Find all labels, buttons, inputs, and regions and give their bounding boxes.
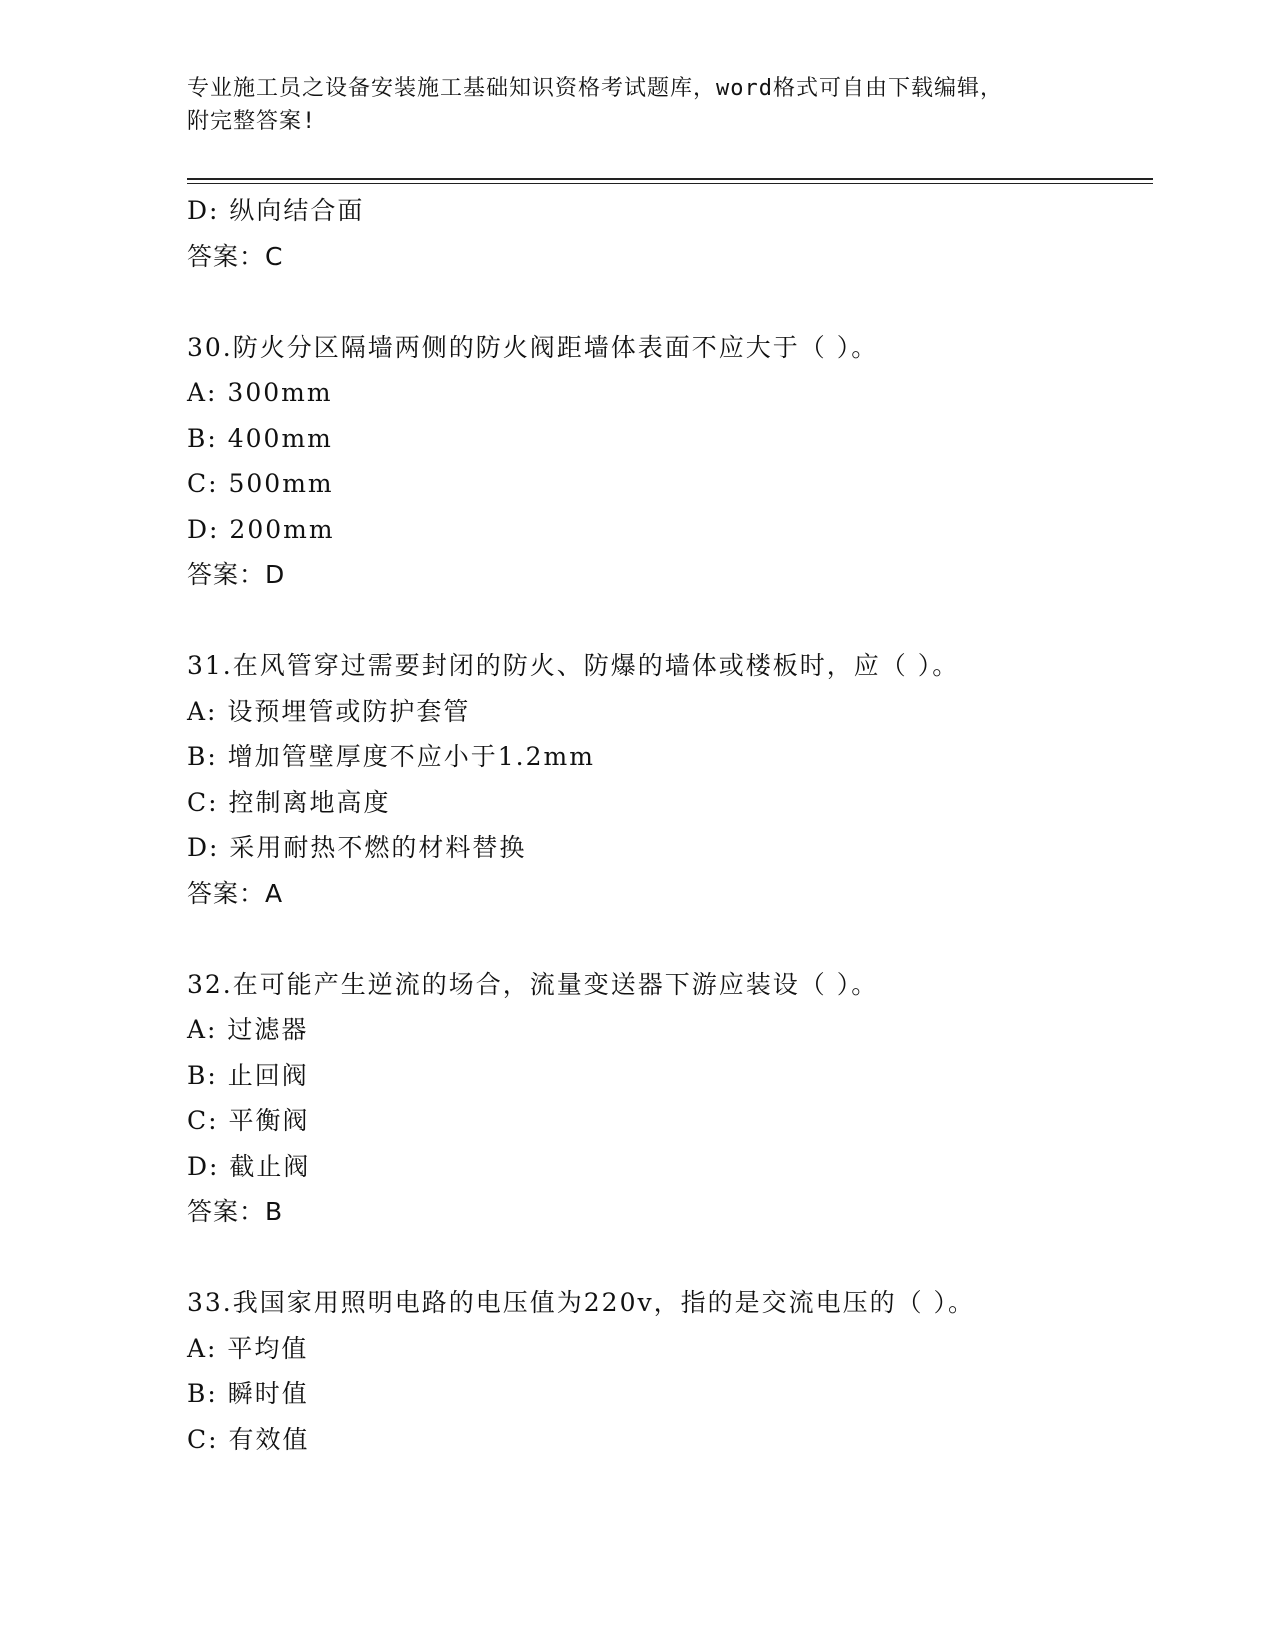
header-divider-thick xyxy=(187,178,1153,180)
option-d: D: 200mm xyxy=(187,514,335,544)
spacer xyxy=(187,1235,1153,1281)
spacer xyxy=(187,916,1153,962)
option-c: C: 500mm xyxy=(187,469,334,498)
answer: 答案：D xyxy=(187,560,286,589)
answer: 答案：C xyxy=(187,241,284,271)
question-30 xyxy=(187,325,1153,598)
option-a: A: 设预埋管或防护套管 xyxy=(187,696,471,726)
header-divider-thin xyxy=(187,183,1153,184)
question-33 xyxy=(187,1280,1153,1462)
option-d: D: 采用耐热不燃的材料替换 xyxy=(187,833,527,862)
option-b: B: 增加管壁厚度不应小于1.2mm xyxy=(187,742,595,771)
document-body xyxy=(187,188,1153,1462)
option-c: C: 控制离地高度 xyxy=(187,787,391,817)
option-a: A: 过滤器 xyxy=(187,1015,309,1044)
option-d: D: 纵向结合面 xyxy=(187,196,365,225)
spacer xyxy=(187,279,1153,325)
option-d: D: 截止阀 xyxy=(187,1151,311,1181)
header-line-1: 专业施工员之设备安装施工基础知识资格考试题库，word格式可自由下载编辑， xyxy=(187,76,1003,101)
answer: 答案：A xyxy=(187,878,284,908)
document-header xyxy=(187,72,1067,138)
option-a: A: 平均值 xyxy=(187,1333,309,1363)
question-31 xyxy=(187,643,1153,916)
question-stem: 32.在可能产生逆流的场合，流量变送器下游应装设（ ）。 xyxy=(187,969,879,999)
question-stem: 31.在风管穿过需要封闭的防火、防爆的墙体或楼板时，应（ ）。 xyxy=(187,651,960,680)
option-b: B: 止回阀 xyxy=(187,1060,309,1090)
option-b: B: 瞬时值 xyxy=(187,1379,309,1408)
option-c: C: 有效值 xyxy=(187,1424,310,1454)
carryover-question xyxy=(187,188,1153,279)
spacer xyxy=(187,598,1153,644)
option-b: B: 400mm xyxy=(187,423,333,453)
question-stem: 30.防火分区隔墙两侧的防火阀距墙体表面不应大于（ ）。 xyxy=(187,332,879,362)
option-a: A: 300mm xyxy=(187,378,333,407)
question-32 xyxy=(187,962,1153,1235)
option-c: C: 平衡阀 xyxy=(187,1106,310,1135)
question-stem: 33.我国家用照明电路的电压值为220v，指的是交流电压的（ ）。 xyxy=(187,1288,976,1317)
answer: 答案：B xyxy=(187,1197,284,1226)
header-line-2: 附完整答案! xyxy=(187,109,317,134)
